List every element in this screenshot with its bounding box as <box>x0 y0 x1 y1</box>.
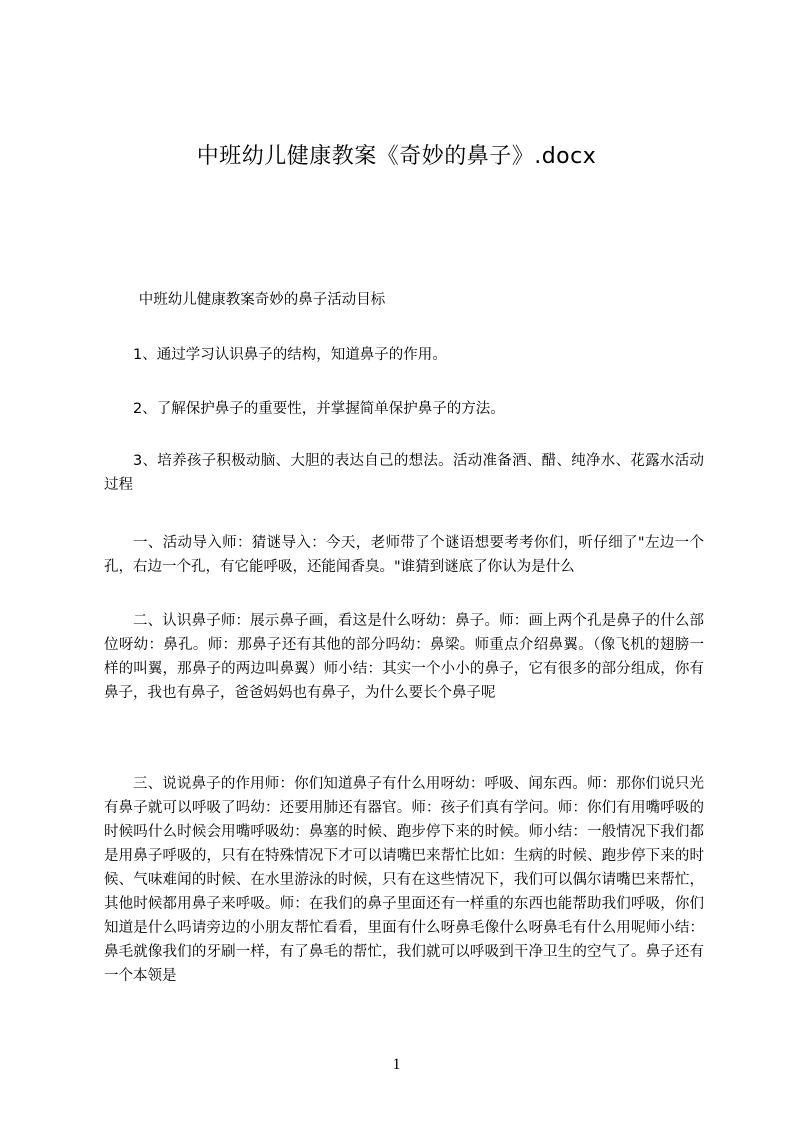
page-number: 1 <box>392 1056 401 1073</box>
paragraph-section-3: 三、说说鼻子的作用师：你们知道鼻子有什么用呀幼：呼吸、闻东西。师：那你们说只光有鼻子就可以呼吸了吗幼：还要用肺还有器官。师：孩子们真有学问。师：你们有用嘴呼吸的时候吗什么时候会用嘴呼吸幼：鼻塞的时候、跑步停下来的时候。师小结：一般情况下我们都是用鼻子呼吸的，只有在特殊情况下才可以请嘴巴来帮忙比如：生病的时候、跑步停下来的时候、气味难闻的时候、在水里游泳的时候，只有在这些情况下，我们可以偶尔请嘴巴来帮忙，其他时候都用鼻子来呼吸。师：在我们的鼻子里面还有一样重的东西也能帮助我们呼吸，你们知道是什么吗请旁边的小朋友帮忙看看，里面有什么呀鼻毛像什么呀鼻毛有什么用呢师小结：鼻毛就像我们的牙刷一样，有了鼻毛的帮忙，我们就可以呼吸到干净卫生的空气了。鼻子还有一个本领是 <box>104 776 704 984</box>
paragraph-section-1: 一、活动导入师：猜谜导入：今天，老师带了个谜语想要考考你们，听仔细了"左边一个孔，右边一个孔，有它能呼吸，还能闻香臭。"谁猜到谜底了你认为是什么 <box>104 535 704 575</box>
paragraph-goal-1: 1、通过学习认识鼻子的结构，知道鼻子的作用。 <box>133 347 447 363</box>
paragraph-activity-goals: 中班幼儿健康教案奇妙的鼻子活动目标 <box>138 292 386 308</box>
paragraph-section-2: 二、认识鼻子师：展示鼻子画，看这是什么呀幼：鼻子。师：画上两个孔是鼻子的什么部位呀幼：鼻孔。师：那鼻子还有其他的部分吗幼：鼻梁。师重点介绍鼻翼。（像飞机的翅膀一样的叫翼，那鼻子的两边叫鼻翼）师小结：其实一个小小的鼻子，它有很多的部分组成，你有鼻子，我也有鼻子，爸爸妈妈也有鼻子，为什么要长个鼻子呢 <box>104 613 704 701</box>
document-title: 中班幼儿健康教案《奇妙的鼻子》.docx <box>196 144 597 169</box>
paragraph-goal-3: 3、培养孩子积极动脑、大胆的表达自己的想法。活动准备酒、醋、纯净水、花露水活动过程 <box>104 453 704 493</box>
paragraph-goal-2: 2、了解保护鼻子的重要性，并掌握简单保护鼻子的方法。 <box>133 401 505 417</box>
